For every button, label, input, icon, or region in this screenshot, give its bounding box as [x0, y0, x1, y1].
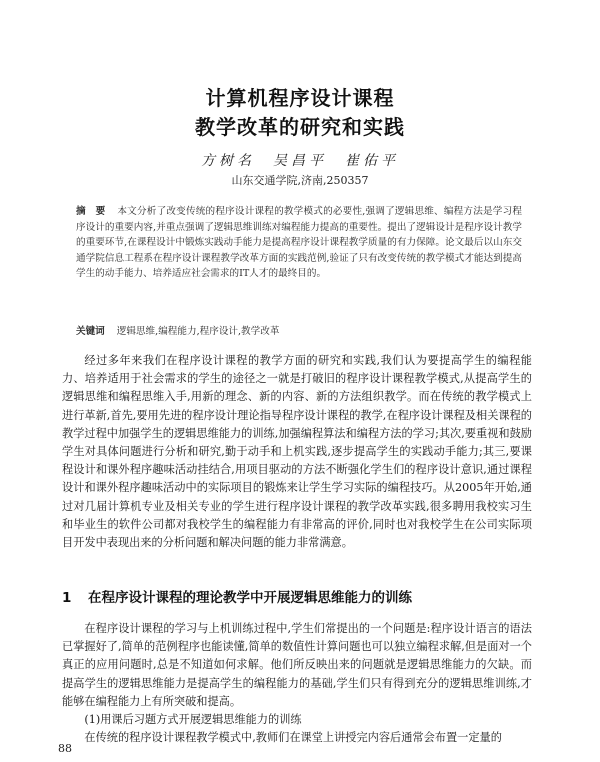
keywords-label: 关键词 [76, 326, 105, 337]
intro-section [62, 352, 532, 552]
section-1-number: 1 [62, 590, 72, 606]
intro-paragraph: 经过多年来我们在程序设计课程的教学方面的研究和实践,我们认为要提高学生的编程能力、培养适用于社会需求的学生的途径之一就是打破旧的程序设计课程教学模式,从提高学生的逻辑思维和编程思维入手,用新的理念、新的内容、新的方法组织教学。而在传统的教学模式上进行革新,首先,要用先进的程序设计理论指导程序设计课程的教学,在程序设计课程及相关课程的教学过程中加强学生的逻辑思维能力的训练,加强编程算法和编程方法的学习;其次,要重视和鼓励学生对具体问题进行分析和研究,勤于动手和上机实践,逐步提高学生的实践动手能力;其三,要课程设计和课外程序趣味活动挂结合,用项目驱动的方法不断强化学生们的程序设计意识,通过课程设计和课外程序趣味活动中的实际项目的锻炼来让学生学习实际的编程技巧。从2005年开始,通过对几届计算机专业及相关专业的学生进行程序设计课程的教学改革实践,很多聘用我校实习生和毕业生的软件公司都对我校学生的编程能力有非常高的评价,同时也对我校学生在公司实际项目开发中表现出来的分析问题和解决问题的能力非常满意。 [62, 354, 532, 550]
keywords [76, 323, 522, 337]
subsection-1-paragraph: 在传统的程序设计课程教学模式中,教师们在课堂上讲授完内容后通常会布置一定量的 [84, 731, 502, 745]
abstract [76, 204, 522, 282]
section-1-paragraph: 在程序设计课程的学习与上机训练过程中,学生们常提出的一个问题是:程序设计语言的语法已掌握好了,简单的范例程序也能读懂,简单的数值性计算问题也可以独立编程求解,但是面对一个真正的应用问题时,总是不知道如何求解。他们所反映出来的问题就是逻辑思维能力的欠缺。而提高学生的逻辑思维能力是提高学生的编程能力的基础,学生们只有得到充分的逻辑思维训练,才能够在编程能力上有所突破和提高。 [62, 622, 532, 708]
section-1-heading [62, 586, 532, 606]
abstract-label: 摘 要 [76, 206, 106, 217]
abstract-text: 本文分析了改变传统的程序设计课程的教学模式的必要性,强调了逻辑思维、编程方法是学习程序设计的重要内容,并重点强调了逻辑思维训练对编程能力提高的重要性。提出了逻辑设计是程序设计教学的重要环节,在课程设计中锻炼实践动手能力是提高程序设计课程教学质量的有力保障。论文最后以山东交通学院信息工程系在程序设计课程教学改革方面的实践范例,验证了只有改变传统的教学模式才能达到提高学生的动手能力、培养适应社会需求的IT人才的最终目的。 [76, 206, 522, 280]
section-1-body [62, 620, 532, 747]
author-affiliation: 山东交通学院,济南,250357 [231, 174, 369, 187]
section-1-title: 在程序设计课程的理论教学中开展逻辑思维能力的训练 [88, 590, 412, 606]
page-number: 88 [58, 742, 72, 755]
paper-title-line1: 计算机程序设计课程 [205, 86, 395, 110]
keywords-text: 逻辑思维,编程能力,程序设计,教学改革 [116, 326, 280, 337]
subsection-1-title: (1)用课后习题方式开展逻辑思维能力的训练 [84, 713, 302, 727]
paper-title-line2: 教学改革的研究和实践 [195, 115, 405, 139]
author-list: 方树名 吴昌平 崔佑平 [201, 153, 399, 169]
